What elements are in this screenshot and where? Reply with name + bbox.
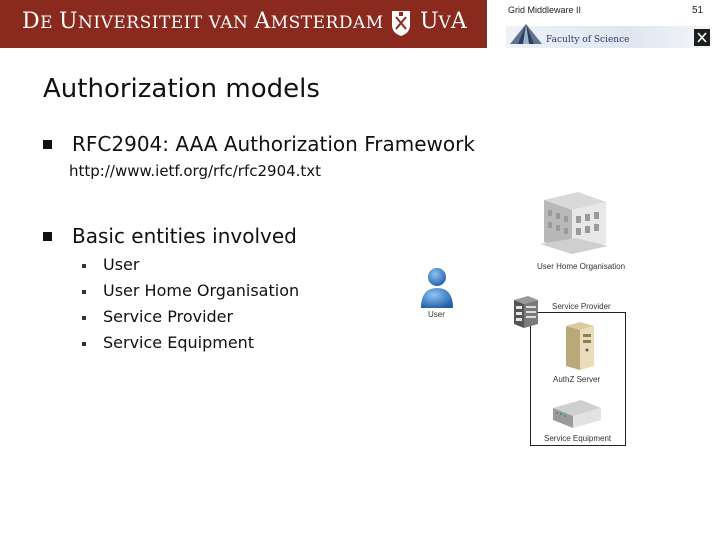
bullet-rfc: RFC2904: AAA Authorization Framework	[72, 132, 475, 156]
server-rack-icon	[512, 294, 540, 330]
faculty-logo-icon	[508, 22, 544, 46]
entity-item: Service Provider	[103, 307, 234, 326]
authz-server-label: AuthZ Server	[553, 375, 601, 384]
building-icon	[538, 190, 610, 258]
page-number: 51	[692, 5, 704, 16]
bullet-marker	[43, 232, 52, 241]
sub-bullet-marker	[82, 264, 86, 268]
university-name: DE UNIVERSITEIT VAN AMSTERDAM	[22, 9, 384, 34]
sub-bullet-marker	[82, 316, 86, 320]
bullet-marker	[43, 140, 52, 149]
entity-item: Service Equipment	[103, 333, 255, 352]
tower-server-icon	[562, 320, 596, 372]
rfc-url[interactable]: http://www.ietf.org/rfc/rfc2904.txt	[69, 162, 322, 180]
sub-bullet-marker	[82, 290, 86, 294]
network-device-icon	[551, 398, 603, 432]
crest-icon	[390, 9, 412, 37]
sub-bullet-marker	[82, 342, 86, 346]
bullet-entities: Basic entities involved	[72, 224, 297, 248]
faculty-mark-icon	[694, 29, 710, 46]
user-label: User	[428, 310, 445, 319]
faculty-name: Faculty of Science	[546, 35, 630, 45]
entity-item: User	[103, 255, 140, 274]
service-equipment-label: Service Equipment	[544, 434, 612, 443]
university-abbreviation: UVA	[420, 9, 467, 34]
slide-title: Authorization models	[43, 74, 320, 104]
user-icon	[418, 266, 458, 312]
entity-item: User Home Organisation	[103, 281, 300, 300]
service-provider-label: Service Provider	[552, 302, 611, 311]
home-org-label: User Home Organisation	[537, 262, 626, 271]
course-title: Grid Middleware II	[508, 5, 582, 15]
